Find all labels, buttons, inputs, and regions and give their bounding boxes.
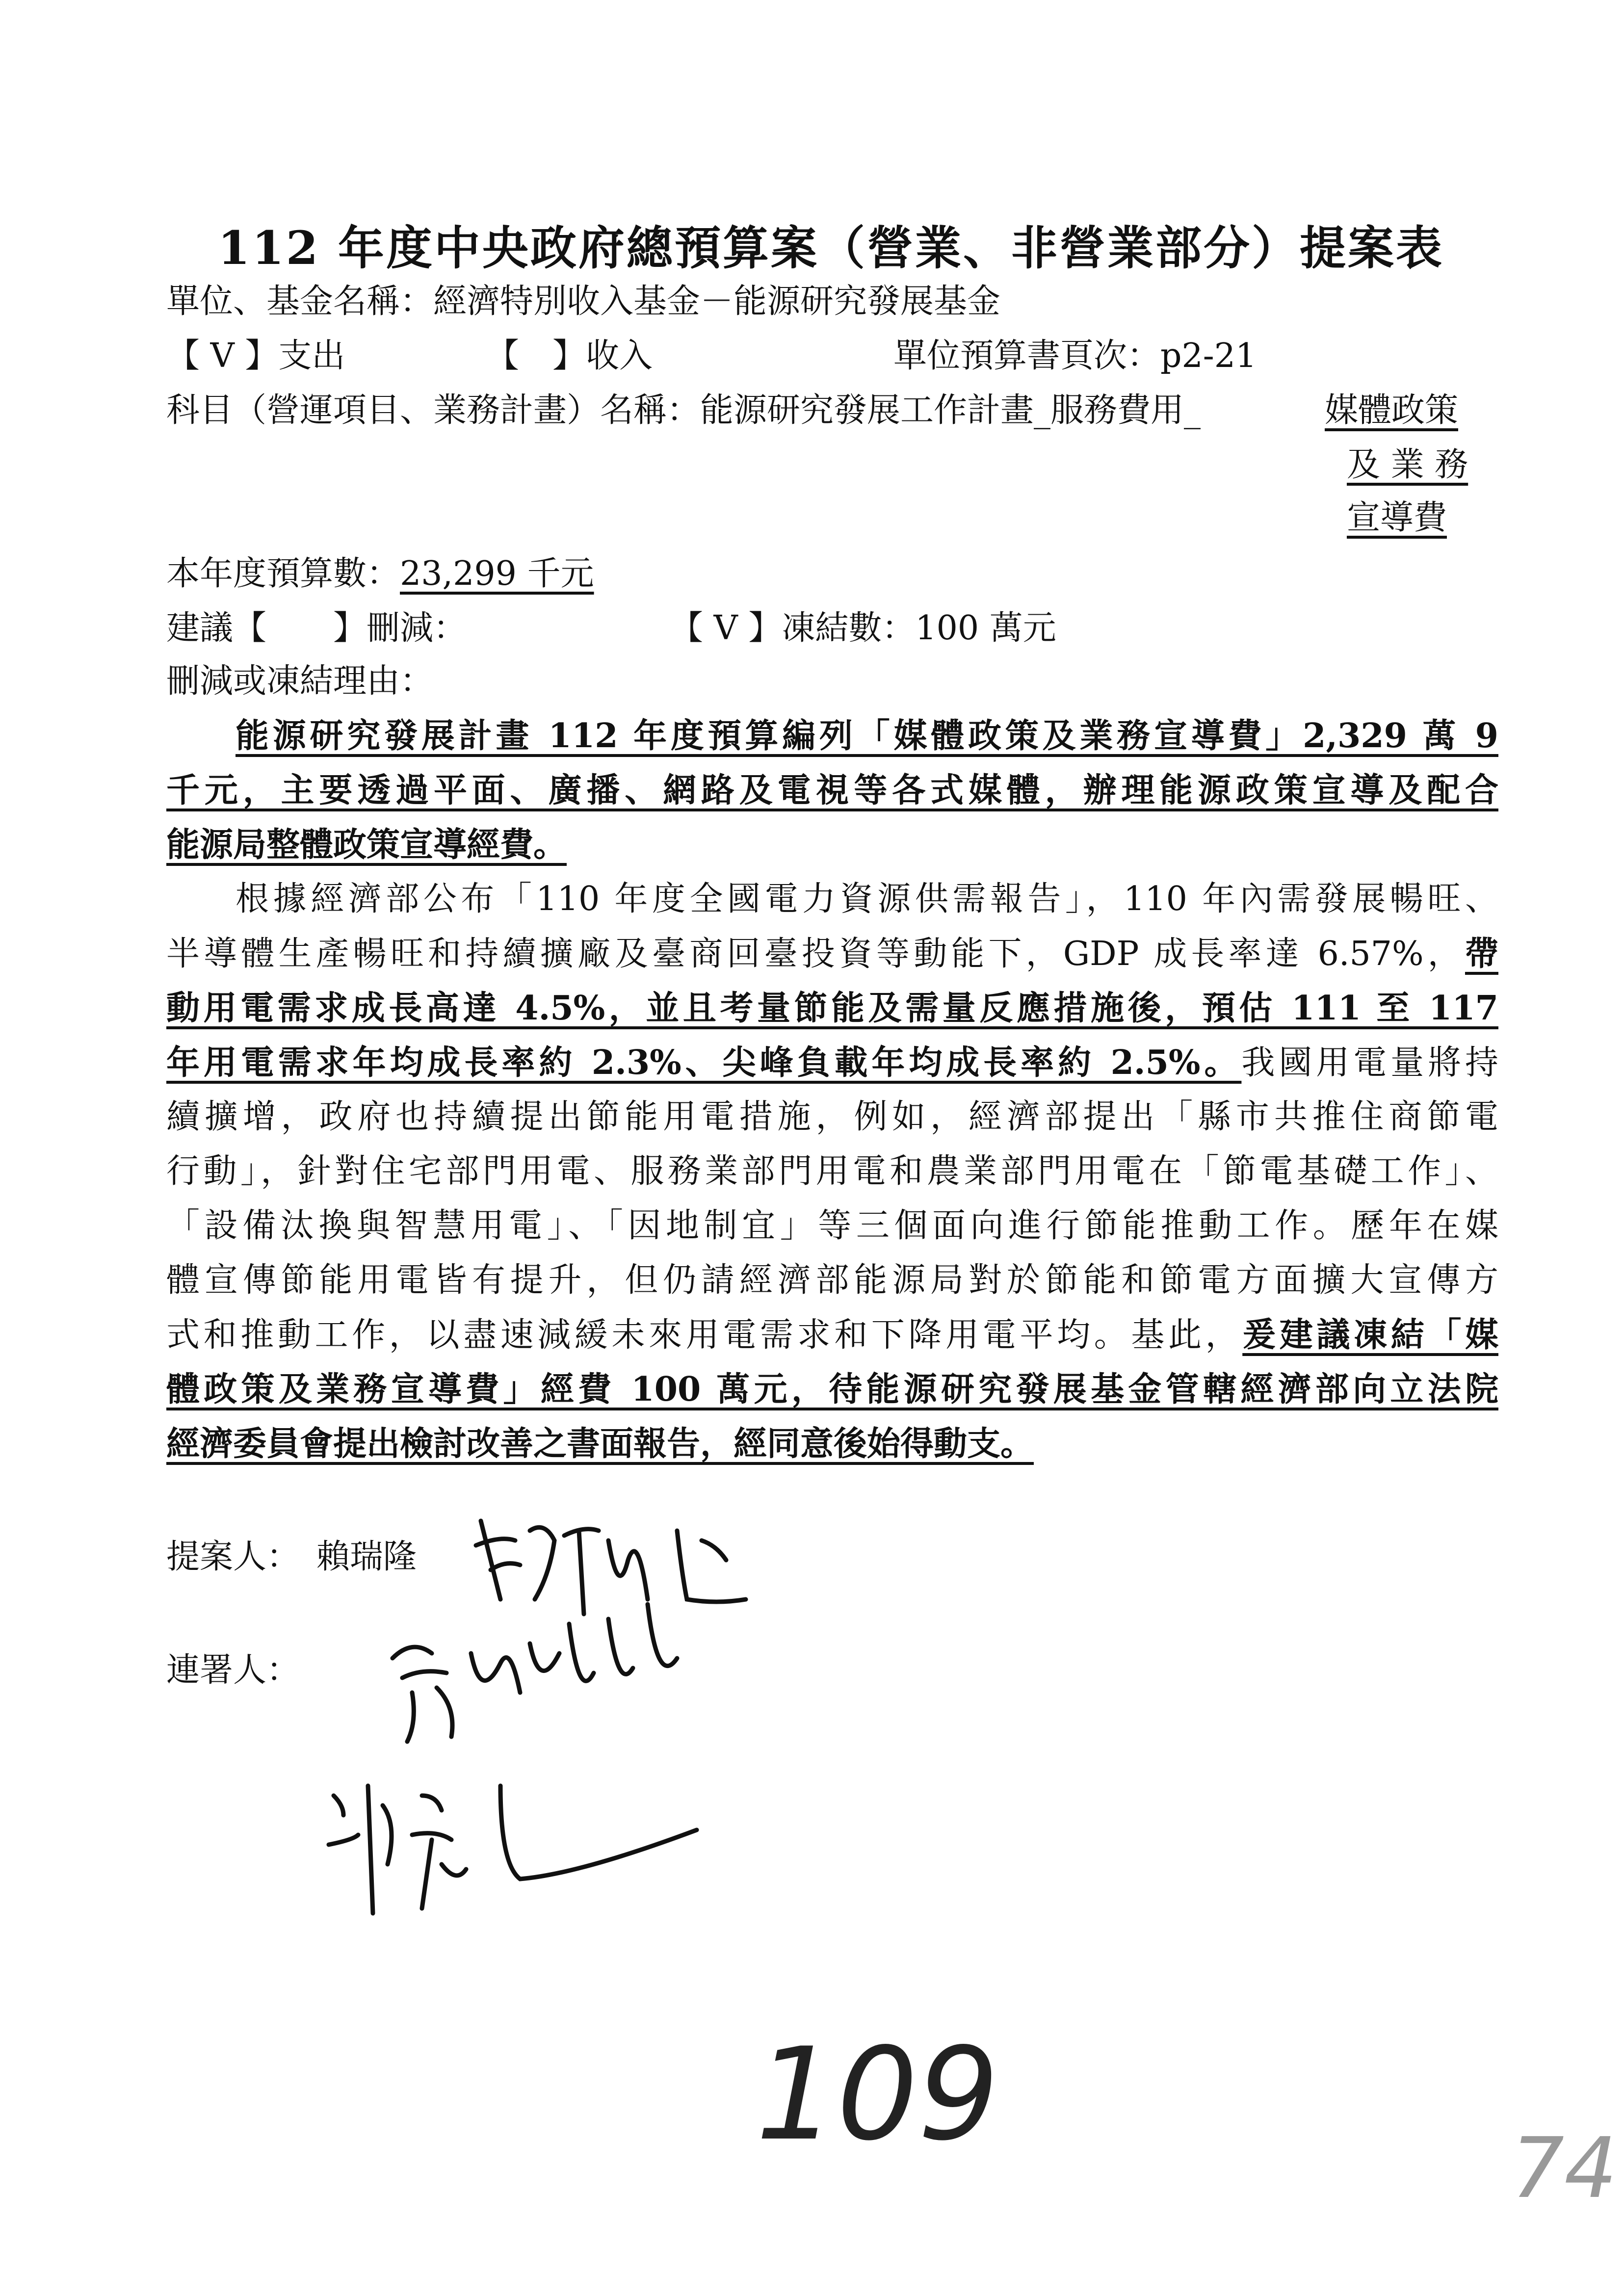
emphasized-text: 能源研究發展計畫 112 年度預算編列「媒體政策及業務宣導費」2,329 萬 9 <box>236 716 1498 756</box>
reason-line <box>236 877 1498 921</box>
reason-line <box>166 1422 1498 1466</box>
emphasized-text: 體政策及業務宣導費」經費 100 萬元，待能源研究發展基金管轄經濟部向立法院 <box>166 1370 1498 1409</box>
reason-line <box>166 1149 1498 1194</box>
reason-line <box>166 1367 1498 1412</box>
reason-label: 刪減或凍結理由： <box>166 662 434 701</box>
unit-fund-name: 單位、基金名稱：經濟特別收入基金－能源研究發展基金 <box>166 282 1001 321</box>
budget-label: 本年度預算數： <box>166 554 400 593</box>
expense-checkbox-label: 【 V 】支出 <box>166 337 345 375</box>
emphasized-text: 能源局整體政策宣導經費。 <box>166 825 567 864</box>
emphasized-text: 千元，主要透過平面、廣播、網路及電視等各式媒體，辦理能源政策宣導及配合 <box>166 771 1498 810</box>
budget-value: 23,299 千元 <box>400 554 594 593</box>
budget-page-reference: 單位預算書頁次：p2-21 <box>893 337 1257 375</box>
freeze-amount: 【 V 】凍結數：100 萬元 <box>670 609 1056 648</box>
body-text: 根據經濟部公布「110 年度全國電力資源供需報告」，110 年內需發展暢旺、 <box>236 880 1498 918</box>
reason-line <box>166 986 1498 1031</box>
proposer-name: 賴瑞隆 <box>316 1538 417 1576</box>
reason-line <box>166 1313 1498 1357</box>
body-text: 行動」，針對住宅部門用電、服務業部門用電和農業部門用電在「節電基礎工作」、 <box>166 1152 1498 1191</box>
reason-line <box>166 932 1498 976</box>
emphasized-text: 帶 <box>1465 934 1498 973</box>
body-text: 半導體生產暢旺和持續擴廠及臺商回臺投資等動能下，GDP 成長率達 6.57%， <box>166 935 1465 973</box>
proposer-label: 提案人： <box>166 1538 300 1576</box>
body-text: 體宣傳節能用電皆有提升，但仍請經濟部能源局對於節能和節電方面擴大宣傳方 <box>166 1261 1498 1300</box>
body-text: 續擴增，政府也持續提出節能用電措施，例如，經濟部提出「縣市共推住商節電 <box>166 1097 1498 1136</box>
document-title: 112 年度中央政府總預算案（營業、非營業部分）提案表 <box>218 221 1444 275</box>
subject-item-line-1: 媒體政策 <box>1325 391 1459 430</box>
reason-line <box>166 1204 1498 1248</box>
handwritten-corner-number: 74 <box>1511 2120 1618 2217</box>
body-text: 我國用電量將持 <box>1241 1044 1498 1082</box>
emphasized-text: 經濟委員會提出檢討改善之書面報告，經同意後始得動支。 <box>166 1424 1034 1463</box>
body-text: 「設備汰換與智慧用電」、「因地制宜」等三個面向進行節能推動工作。歷年在媒 <box>166 1206 1498 1245</box>
cosigner-signature-2 <box>324 1766 707 1923</box>
subject-item-line-2: 及 業 務 <box>1347 445 1468 484</box>
body-text: 式和推動工作，以盡速減緩未來用電需求和下降用電平均。基此， <box>166 1316 1243 1355</box>
subject-item-line-3: 宣導費 <box>1347 498 1447 537</box>
emphasized-text: 爰建議凍結「媒 <box>1242 1315 1498 1355</box>
emphasized-text: 動用電需求成長高達 4.5%，並且考量節能及需量反應措施後，預估 111 至 117 <box>166 989 1498 1028</box>
handwritten-page-number: 109 <box>756 2021 999 2169</box>
reason-line <box>166 1095 1498 1139</box>
reason-line <box>166 768 1498 813</box>
cut-label: 建議【 】刪減： <box>166 609 467 648</box>
reason-line <box>166 823 1498 867</box>
cosigner-signature-1 <box>373 1594 687 1756</box>
cosigner-label: 連署人： <box>166 1651 300 1690</box>
emphasized-text: 年用電需求年均成長率約 2.3%、尖峰負載年均成長率約 2.5%。 <box>166 1043 1242 1082</box>
reason-line <box>166 1258 1498 1303</box>
reason-line <box>166 1041 1498 1085</box>
income-checkbox-label: 【 】收入 <box>486 337 653 375</box>
reason-line <box>236 714 1498 758</box>
subject-label: 科目（營運項目、業務計畫）名稱：能源研究發展工作計畫_服務費用_ <box>166 391 1201 430</box>
budget-row <box>166 552 594 596</box>
